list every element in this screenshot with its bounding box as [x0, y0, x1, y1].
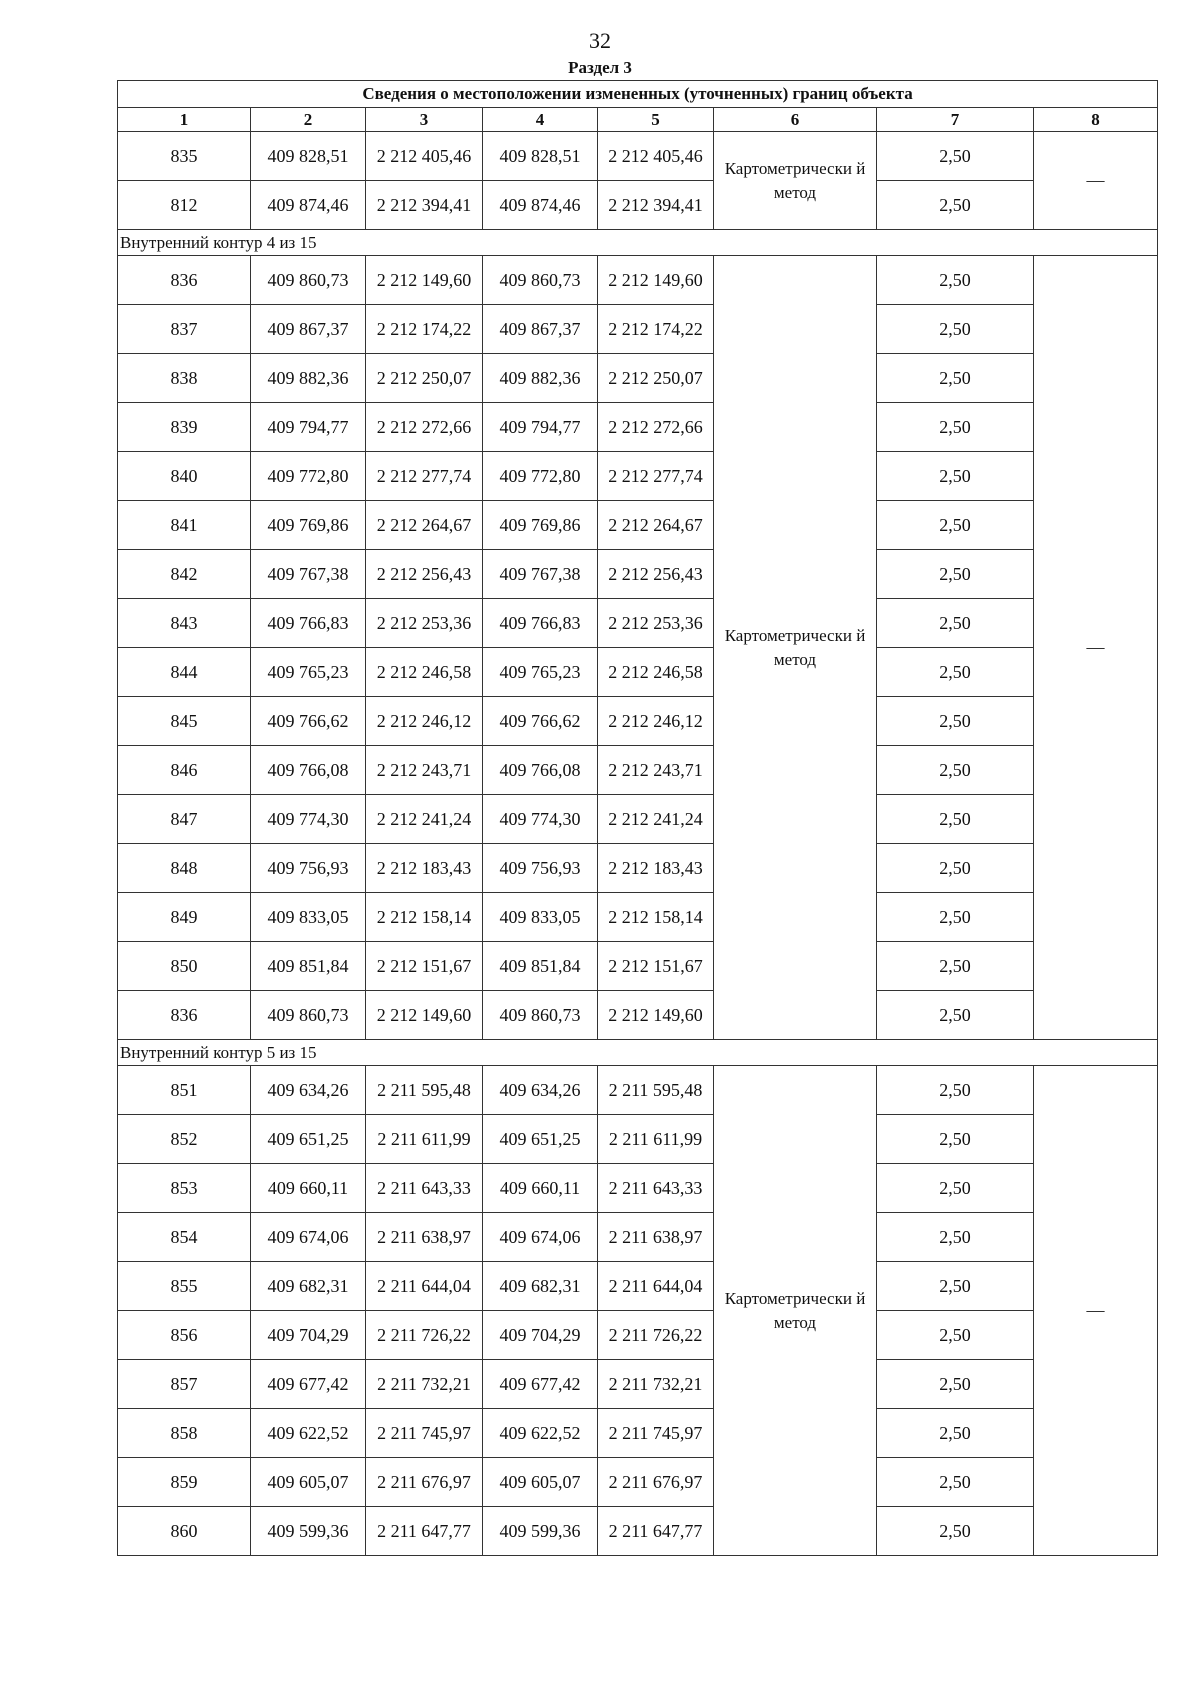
x-old-cell: 409 622,52	[251, 1409, 366, 1458]
table-row	[118, 1360, 1158, 1409]
point-number-cell: 840	[118, 452, 251, 501]
y-old-cell: 2 212 149,60	[366, 256, 483, 305]
x-old-cell: 409 660,11	[251, 1164, 366, 1213]
point-number-cell: 853	[118, 1164, 251, 1213]
y-new-cell: 2 211 595,48	[598, 1066, 714, 1115]
x-old-cell: 409 867,37	[251, 305, 366, 354]
x-new-cell: 409 833,05	[483, 893, 598, 942]
table-row	[118, 1115, 1158, 1164]
point-number-cell: 860	[118, 1507, 251, 1556]
point-number-cell: 836	[118, 991, 251, 1040]
contour-row	[118, 230, 1158, 256]
y-new-cell: 2 212 246,12	[598, 697, 714, 746]
column-number-1: 1	[118, 108, 251, 132]
x-old-cell: 409 860,73	[251, 256, 366, 305]
x-new-cell: 409 766,08	[483, 746, 598, 795]
y-new-cell: 2 212 272,66	[598, 403, 714, 452]
column-number-2: 2	[251, 108, 366, 132]
point-number-cell: 859	[118, 1458, 251, 1507]
x-old-cell: 409 851,84	[251, 942, 366, 991]
x-new-cell: 409 794,77	[483, 403, 598, 452]
y-new-cell: 2 211 611,99	[598, 1115, 714, 1164]
x-new-cell: 409 622,52	[483, 1409, 598, 1458]
x-old-cell: 409 605,07	[251, 1458, 366, 1507]
accuracy-cell: 2,50	[877, 1311, 1034, 1360]
table-row	[118, 501, 1158, 550]
y-old-cell: 2 212 158,14	[366, 893, 483, 942]
table-row	[118, 648, 1158, 697]
accuracy-cell: 2,50	[877, 452, 1034, 501]
y-new-cell: 2 211 638,97	[598, 1213, 714, 1262]
x-new-cell: 409 765,23	[483, 648, 598, 697]
y-old-cell: 2 212 250,07	[366, 354, 483, 403]
accuracy-cell: 2,50	[877, 1409, 1034, 1458]
point-number-cell: 854	[118, 1213, 251, 1262]
y-new-cell: 2 211 643,33	[598, 1164, 714, 1213]
point-number-cell: 836	[118, 256, 251, 305]
y-new-cell: 2 212 246,58	[598, 648, 714, 697]
y-old-cell: 2 212 174,22	[366, 305, 483, 354]
point-number-cell: 838	[118, 354, 251, 403]
x-old-cell: 409 765,23	[251, 648, 366, 697]
y-new-cell: 2 212 264,67	[598, 501, 714, 550]
accuracy-cell: 2,50	[877, 1507, 1034, 1556]
table-row	[118, 132, 1158, 181]
x-new-cell: 409 851,84	[483, 942, 598, 991]
accuracy-cell: 2,50	[877, 132, 1034, 181]
y-new-cell: 2 212 151,67	[598, 942, 714, 991]
x-old-cell: 409 769,86	[251, 501, 366, 550]
point-number-cell: 837	[118, 305, 251, 354]
x-old-cell: 409 794,77	[251, 403, 366, 452]
y-old-cell: 2 212 256,43	[366, 550, 483, 599]
y-old-cell: 2 211 638,97	[366, 1213, 483, 1262]
accuracy-cell: 2,50	[877, 599, 1034, 648]
accuracy-cell: 2,50	[877, 844, 1034, 893]
x-old-cell: 409 634,26	[251, 1066, 366, 1115]
y-new-cell: 2 211 726,22	[598, 1311, 714, 1360]
y-old-cell: 2 211 726,22	[366, 1311, 483, 1360]
table-row	[118, 305, 1158, 354]
x-new-cell: 409 677,42	[483, 1360, 598, 1409]
point-number-cell: 857	[118, 1360, 251, 1409]
table-row	[118, 1066, 1158, 1115]
y-old-cell: 2 212 246,58	[366, 648, 483, 697]
accuracy-cell: 2,50	[877, 501, 1034, 550]
x-new-cell: 409 860,73	[483, 991, 598, 1040]
y-old-cell: 2 211 644,04	[366, 1262, 483, 1311]
x-new-cell: 409 605,07	[483, 1458, 598, 1507]
accuracy-cell: 2,50	[877, 795, 1034, 844]
x-new-cell: 409 704,29	[483, 1311, 598, 1360]
x-old-cell: 409 599,36	[251, 1507, 366, 1556]
y-old-cell: 2 212 405,46	[366, 132, 483, 181]
y-new-cell: 2 212 277,74	[598, 452, 714, 501]
accuracy-cell: 2,50	[877, 991, 1034, 1040]
table-row	[118, 893, 1158, 942]
point-number-cell: 845	[118, 697, 251, 746]
y-old-cell: 2 211 611,99	[366, 1115, 483, 1164]
section-label: Раздел 3	[568, 58, 632, 77]
x-new-cell: 409 682,31	[483, 1262, 598, 1311]
x-old-cell: 409 772,80	[251, 452, 366, 501]
table-row	[118, 403, 1158, 452]
y-new-cell: 2 211 644,04	[598, 1262, 714, 1311]
y-new-cell: 2 212 183,43	[598, 844, 714, 893]
table-row	[118, 1458, 1158, 1507]
point-number-cell: 848	[118, 844, 251, 893]
method-cell: Картометрически й метод	[714, 1066, 877, 1556]
accuracy-cell: 2,50	[877, 1360, 1034, 1409]
y-new-cell: 2 212 256,43	[598, 550, 714, 599]
column-number-5: 5	[598, 108, 714, 132]
y-new-cell: 2 211 745,97	[598, 1409, 714, 1458]
x-old-cell: 409 651,25	[251, 1115, 366, 1164]
contour-label: Внутренний контур 4 из 15	[118, 230, 1158, 256]
point-number-cell: 842	[118, 550, 251, 599]
y-new-cell: 2 212 243,71	[598, 746, 714, 795]
y-old-cell: 2 211 647,77	[366, 1507, 483, 1556]
accuracy-cell: 2,50	[877, 1066, 1034, 1115]
x-new-cell: 409 860,73	[483, 256, 598, 305]
accuracy-cell: 2,50	[877, 305, 1034, 354]
table-row	[118, 795, 1158, 844]
x-new-cell: 409 634,26	[483, 1066, 598, 1115]
y-old-cell: 2 211 732,21	[366, 1360, 483, 1409]
x-old-cell: 409 882,36	[251, 354, 366, 403]
table-row	[118, 1409, 1158, 1458]
y-old-cell: 2 211 745,97	[366, 1409, 483, 1458]
y-new-cell: 2 211 732,21	[598, 1360, 714, 1409]
x-old-cell: 409 674,06	[251, 1213, 366, 1262]
table-row	[118, 354, 1158, 403]
x-old-cell: 409 704,29	[251, 1311, 366, 1360]
x-new-cell: 409 867,37	[483, 305, 598, 354]
x-old-cell: 409 766,62	[251, 697, 366, 746]
x-new-cell: 409 766,62	[483, 697, 598, 746]
y-new-cell: 2 212 241,24	[598, 795, 714, 844]
x-old-cell: 409 774,30	[251, 795, 366, 844]
x-new-cell: 409 874,46	[483, 181, 598, 230]
x-old-cell: 409 756,93	[251, 844, 366, 893]
accuracy-cell: 2,50	[877, 550, 1034, 599]
accuracy-cell: 2,50	[877, 181, 1034, 230]
y-old-cell: 2 212 272,66	[366, 403, 483, 452]
table-row	[118, 452, 1158, 501]
x-new-cell: 409 599,36	[483, 1507, 598, 1556]
table-row	[118, 697, 1158, 746]
x-new-cell: 409 660,11	[483, 1164, 598, 1213]
y-new-cell: 2 212 394,41	[598, 181, 714, 230]
point-number-cell: 844	[118, 648, 251, 697]
accuracy-cell: 2,50	[877, 893, 1034, 942]
table-row	[118, 550, 1158, 599]
y-new-cell: 2 212 405,46	[598, 132, 714, 181]
method-cell: Картометрически й метод	[714, 132, 877, 230]
y-new-cell: 2 212 149,60	[598, 256, 714, 305]
accuracy-cell: 2,50	[877, 942, 1034, 991]
accuracy-cell: 2,50	[877, 1115, 1034, 1164]
contour-row	[118, 1040, 1158, 1066]
point-number-cell: 849	[118, 893, 251, 942]
method-cell: Картометрически й метод	[714, 256, 877, 1040]
x-old-cell: 409 860,73	[251, 991, 366, 1040]
y-old-cell: 2 212 241,24	[366, 795, 483, 844]
point-number-cell: 812	[118, 181, 251, 230]
column-number-6: 6	[714, 108, 877, 132]
table-row	[118, 1213, 1158, 1262]
y-new-cell: 2 212 174,22	[598, 305, 714, 354]
y-old-cell: 2 212 277,74	[366, 452, 483, 501]
y-old-cell: 2 212 394,41	[366, 181, 483, 230]
table-title: Сведения о местоположении измененных (уточненных) границ объекта	[118, 81, 1158, 108]
y-new-cell: 2 212 253,36	[598, 599, 714, 648]
table-row	[118, 1262, 1158, 1311]
x-old-cell: 409 828,51	[251, 132, 366, 181]
y-old-cell: 2 212 246,12	[366, 697, 483, 746]
x-new-cell: 409 774,30	[483, 795, 598, 844]
accuracy-cell: 2,50	[877, 1458, 1034, 1507]
point-number-cell: 843	[118, 599, 251, 648]
table-row	[118, 256, 1158, 305]
page-number: 32	[589, 28, 611, 53]
table-row	[118, 1164, 1158, 1213]
x-old-cell: 409 766,83	[251, 599, 366, 648]
x-new-cell: 409 769,86	[483, 501, 598, 550]
table-row	[118, 181, 1158, 230]
x-old-cell: 409 766,08	[251, 746, 366, 795]
point-number-cell: 852	[118, 1115, 251, 1164]
table-row	[118, 746, 1158, 795]
y-old-cell: 2 212 151,67	[366, 942, 483, 991]
x-new-cell: 409 766,83	[483, 599, 598, 648]
y-old-cell: 2 212 264,67	[366, 501, 483, 550]
column-number-row	[118, 108, 1158, 132]
y-new-cell: 2 212 149,60	[598, 991, 714, 1040]
point-number-cell: 856	[118, 1311, 251, 1360]
point-number-cell: 835	[118, 132, 251, 181]
y-old-cell: 2 212 149,60	[366, 991, 483, 1040]
accuracy-cell: 2,50	[877, 354, 1034, 403]
point-number-cell: 850	[118, 942, 251, 991]
accuracy-cell: 2,50	[877, 403, 1034, 452]
x-old-cell: 409 677,42	[251, 1360, 366, 1409]
point-number-cell: 847	[118, 795, 251, 844]
contour-label: Внутренний контур 5 из 15	[118, 1040, 1158, 1066]
point-number-cell: 841	[118, 501, 251, 550]
y-old-cell: 2 211 643,33	[366, 1164, 483, 1213]
x-new-cell: 409 772,80	[483, 452, 598, 501]
x-new-cell: 409 756,93	[483, 844, 598, 893]
accuracy-cell: 2,50	[877, 648, 1034, 697]
accuracy-cell: 2,50	[877, 697, 1034, 746]
table-row	[118, 942, 1158, 991]
y-old-cell: 2 212 183,43	[366, 844, 483, 893]
x-new-cell: 409 828,51	[483, 132, 598, 181]
accuracy-cell: 2,50	[877, 1213, 1034, 1262]
y-new-cell: 2 212 158,14	[598, 893, 714, 942]
boundary-table	[117, 80, 1158, 1556]
x-new-cell: 409 651,25	[483, 1115, 598, 1164]
y-old-cell: 2 212 243,71	[366, 746, 483, 795]
y-new-cell: 2 212 250,07	[598, 354, 714, 403]
table-row	[118, 599, 1158, 648]
column-number-8: 8	[1034, 108, 1158, 132]
column-number-7: 7	[877, 108, 1034, 132]
x-old-cell: 409 874,46	[251, 181, 366, 230]
y-old-cell: 2 212 253,36	[366, 599, 483, 648]
note-cell: —	[1034, 1066, 1158, 1556]
note-cell: —	[1034, 256, 1158, 1040]
table-row	[118, 1507, 1158, 1556]
note-cell: —	[1034, 132, 1158, 230]
x-old-cell: 409 682,31	[251, 1262, 366, 1311]
x-old-cell: 409 767,38	[251, 550, 366, 599]
point-number-cell: 851	[118, 1066, 251, 1115]
y-old-cell: 2 211 595,48	[366, 1066, 483, 1115]
accuracy-cell: 2,50	[877, 1164, 1034, 1213]
table-row	[118, 1311, 1158, 1360]
accuracy-cell: 2,50	[877, 746, 1034, 795]
x-new-cell: 409 767,38	[483, 550, 598, 599]
y-new-cell: 2 211 647,77	[598, 1507, 714, 1556]
y-new-cell: 2 211 676,97	[598, 1458, 714, 1507]
x-old-cell: 409 833,05	[251, 893, 366, 942]
x-new-cell: 409 674,06	[483, 1213, 598, 1262]
column-number-4: 4	[483, 108, 598, 132]
x-new-cell: 409 882,36	[483, 354, 598, 403]
accuracy-cell: 2,50	[877, 1262, 1034, 1311]
table-row	[118, 844, 1158, 893]
accuracy-cell: 2,50	[877, 256, 1034, 305]
point-number-cell: 858	[118, 1409, 251, 1458]
table-row	[118, 991, 1158, 1040]
column-number-3: 3	[366, 108, 483, 132]
y-old-cell: 2 211 676,97	[366, 1458, 483, 1507]
point-number-cell: 855	[118, 1262, 251, 1311]
point-number-cell: 839	[118, 403, 251, 452]
point-number-cell: 846	[118, 746, 251, 795]
